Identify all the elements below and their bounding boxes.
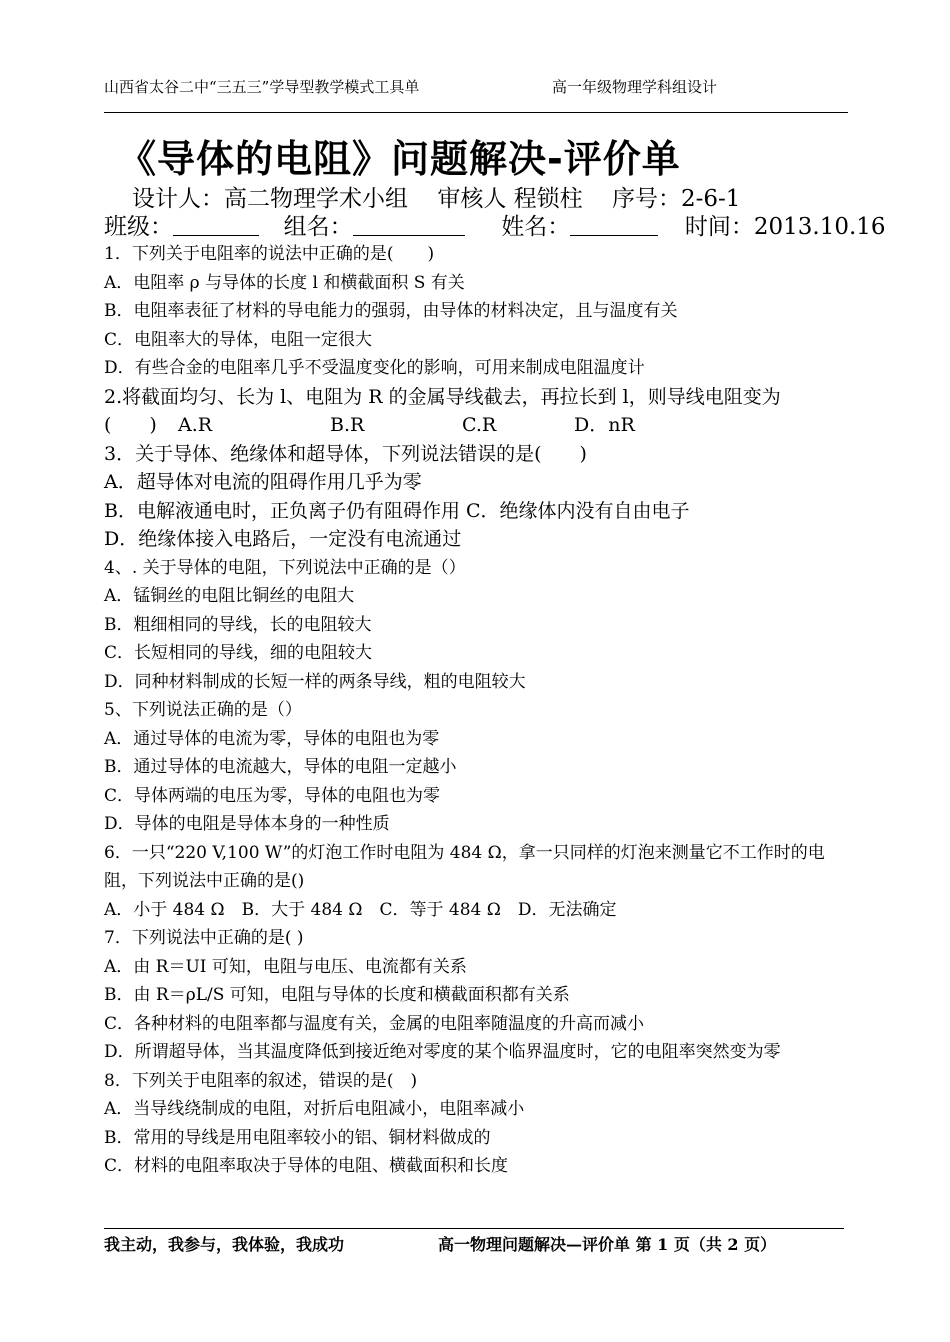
q2-option-b: B.R [330, 414, 365, 436]
q4-option-d: D．同种材料制成的长短一样的两条导线，粗的电阻较大 [104, 671, 526, 692]
meta-row-student [104, 208, 886, 241]
q5-stem: 5、下列说法正确的是（） [104, 700, 302, 720]
name-blank[interactable] [570, 213, 658, 236]
q2-option-a: A.R [178, 414, 213, 436]
q2-bracket: ( ) [104, 414, 157, 436]
q2-stem: 2.将截面均匀、长为 l、电阻为 R 的金属导线截去，再拉长到 l，则导线电阻变为 [104, 385, 781, 408]
serial-text: 序号：2-6-1 [611, 186, 741, 212]
date-text: 时间：2013.10.16 [684, 214, 886, 240]
designer-text: 设计人：高二物理学术小组 [132, 186, 408, 212]
reviewer-text: 审核人 程锁柱 [437, 186, 583, 212]
header-divider [104, 112, 848, 113]
q4-option-a: A．锰铜丝的电阻比铜丝的电阻大 [104, 586, 355, 606]
q2-options [104, 411, 850, 440]
class-label: 班级： [104, 214, 173, 240]
q4-stem: 4、. 关于导体的电阻，下列说法中正确的是（） [104, 557, 466, 578]
header-department: 高一年级物理学科组设计 [552, 78, 718, 96]
q8-stem: 8．下列关于电阻率的叙述，错误的是( ) [104, 1070, 418, 1091]
q5-option-c: C．导体两端的电压为零，导体的电阻也为零 [104, 785, 441, 806]
q5-option-b: B．通过导体的电流越大，导体的电阻一定越小 [104, 757, 457, 777]
name-label: 姓名： [501, 214, 571, 240]
q7-option-d: D．所谓超导体，当其温度降低到接近绝对零度的某个临界温度时，它的电阻率突然变为零 [104, 1042, 781, 1062]
page-title: 《导体的电阻》问题解决-评价单 [118, 137, 681, 181]
q1-stem: 1．下列关于电阻率的说法中正确的是( ) [104, 244, 435, 264]
q8-option-a: A．当导线绕制成的电阻，对折后电阻减小，电阻率减小 [104, 1099, 525, 1119]
q3-option-bc: B．电解液通电时，正负离子仍有阻碍作用 C．绝缘体内没有自由电子 [104, 499, 690, 522]
q1-option-c: C．电阻率大的导体，电阻一定很大 [104, 329, 373, 350]
class-blank[interactable] [173, 213, 259, 236]
q5-option-a: A．通过导体的电流为零，导体的电阻也为零 [104, 728, 440, 749]
q3-option-a: A．超导体对电流的阻碍作用几乎为零 [104, 471, 422, 493]
q7-option-c: C．各种材料的电阻率都与温度有关，金属的电阻率随温度的升高而减小 [104, 1013, 645, 1034]
q3-option-d: D．绝缘体接入电路后，一定没有电流通过 [104, 528, 462, 550]
q7-option-a: A．由 R＝UI 可知，电阻与电压、电流都有关系 [104, 956, 467, 977]
group-blank[interactable] [353, 213, 465, 236]
q8-option-c: C．材料的电阻率取决于导体的电阻、横截面积和长度 [104, 1156, 509, 1176]
q7-option-b: B．由 R＝ρL/S 可知，电阻与导体的长度和横截面积都有关系 [104, 985, 570, 1005]
q3-stem: 3．关于导体、绝缘体和超导体，下列说法错误的是( ) [104, 442, 587, 465]
q1-option-d: D．有些合金的电阻率几乎不受温度变化的影响，可用来制成电阻温度计 [104, 358, 645, 378]
q7-stem: 7．下列说法中正确的是( ) [104, 928, 304, 948]
q2-option-d: D．nR [574, 414, 635, 436]
q8-option-b: B．常用的导线是用电阻率较小的铝、铜材料做成的 [104, 1127, 491, 1148]
q5-option-d: D．导体的电阻是导体本身的一种性质 [104, 814, 390, 834]
question-list [104, 240, 850, 1181]
q2-option-c: C.R [462, 414, 497, 436]
q4-option-b: B．粗细相同的导线，长的电阻较大 [104, 614, 372, 635]
footer-divider [104, 1228, 844, 1229]
q6-stem: 6．一只“220 V,100 W”的灯泡工作时电阻为 484 Ω，拿一只同样的灯泡来测量它不工作时的电阻，下列说法中正确的是() [104, 842, 825, 891]
q6-options: A．小于 484 Ω B．大于 484 Ω C．等于 484 Ω D．无法确定 [104, 899, 617, 920]
q1-option-a: A．电阻率 ρ 与导体的长度 l 和横截面积 S 有关 [104, 272, 465, 293]
q1-option-b: B．电阻率表征了材料的导电能力的强弱，由导体的材料决定，且与温度有关 [104, 301, 678, 321]
footer-motto: 我主动，我参与，我体验，我成功 [104, 1235, 345, 1254]
group-label: 组名： [283, 214, 353, 240]
footer-page-info: 高一物理问题解决—评价单 第 1 页（共 2 页） [438, 1235, 777, 1254]
q4-option-c: C．长短相同的导线，细的电阻较大 [104, 643, 373, 663]
header-school: 山西省太谷二中“三五三”学导型教学模式工具单 [104, 78, 420, 96]
